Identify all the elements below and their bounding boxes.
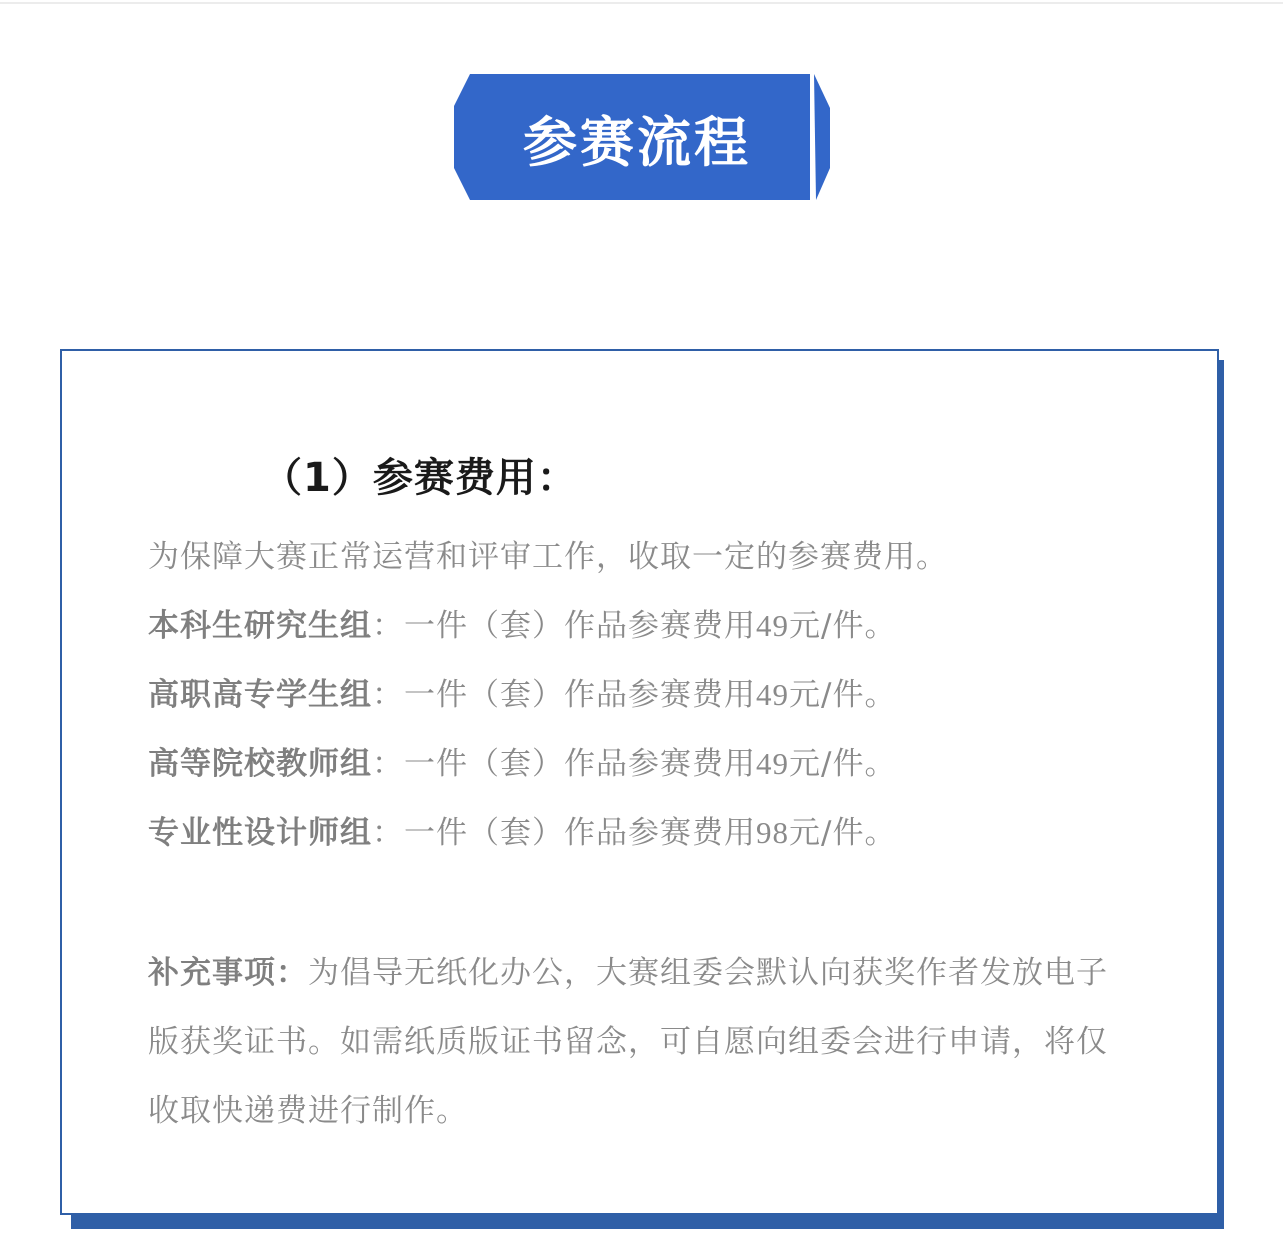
section-title-banner bbox=[452, 72, 832, 204]
fee-group: 高职高专学生组 bbox=[148, 677, 372, 713]
fee-prefix: 一件（套）作品参赛费用 bbox=[404, 608, 756, 644]
section-title: 参赛流程 bbox=[523, 110, 751, 174]
fee-sep: ： bbox=[372, 746, 404, 782]
fee-prefix: 一件（套）作品参赛费用 bbox=[404, 815, 756, 851]
fee-amount: 49 bbox=[756, 746, 789, 781]
fee-info-card bbox=[60, 349, 1219, 1215]
fee-sep: ： bbox=[372, 677, 404, 713]
fee-row bbox=[148, 807, 896, 852]
fee-unit: 元/件。 bbox=[789, 815, 897, 851]
fee-sep: ： bbox=[372, 608, 404, 644]
fee-heading: （1）参赛费用： bbox=[262, 455, 578, 501]
top-divider bbox=[0, 2, 1283, 4]
fee-row bbox=[148, 669, 896, 714]
supplementary-note bbox=[148, 939, 1138, 1146]
fee-amount: 49 bbox=[756, 677, 789, 712]
fee-row bbox=[148, 600, 896, 645]
fee-amount: 98 bbox=[756, 815, 789, 850]
fee-unit: 元/件。 bbox=[789, 746, 897, 782]
fee-group: 专业性设计师组 bbox=[148, 815, 372, 851]
fee-prefix: 一件（套）作品参赛费用 bbox=[404, 677, 756, 713]
fee-row bbox=[148, 738, 896, 783]
fee-unit: 元/件。 bbox=[789, 608, 897, 644]
fee-sep: ： bbox=[372, 815, 404, 851]
fee-group: 本科生研究生组 bbox=[148, 608, 372, 644]
note-text: 为倡导无纸化办公，大赛组委会默认向获奖作者发放电子版获奖证书。如需纸质版证书留念，可自愿向组委会进行申请，将仅收取快递费进行制作。 bbox=[148, 955, 1108, 1129]
fee-amount: 49 bbox=[756, 608, 789, 643]
fee-prefix: 一件（套）作品参赛费用 bbox=[404, 746, 756, 782]
fee-group: 高等院校教师组 bbox=[148, 746, 372, 782]
fee-intro: 为保障大赛正常运营和评审工作，收取一定的参赛费用。 bbox=[148, 539, 948, 575]
fee-unit: 元/件。 bbox=[789, 677, 897, 713]
note-label: 补充事项： bbox=[148, 955, 308, 991]
